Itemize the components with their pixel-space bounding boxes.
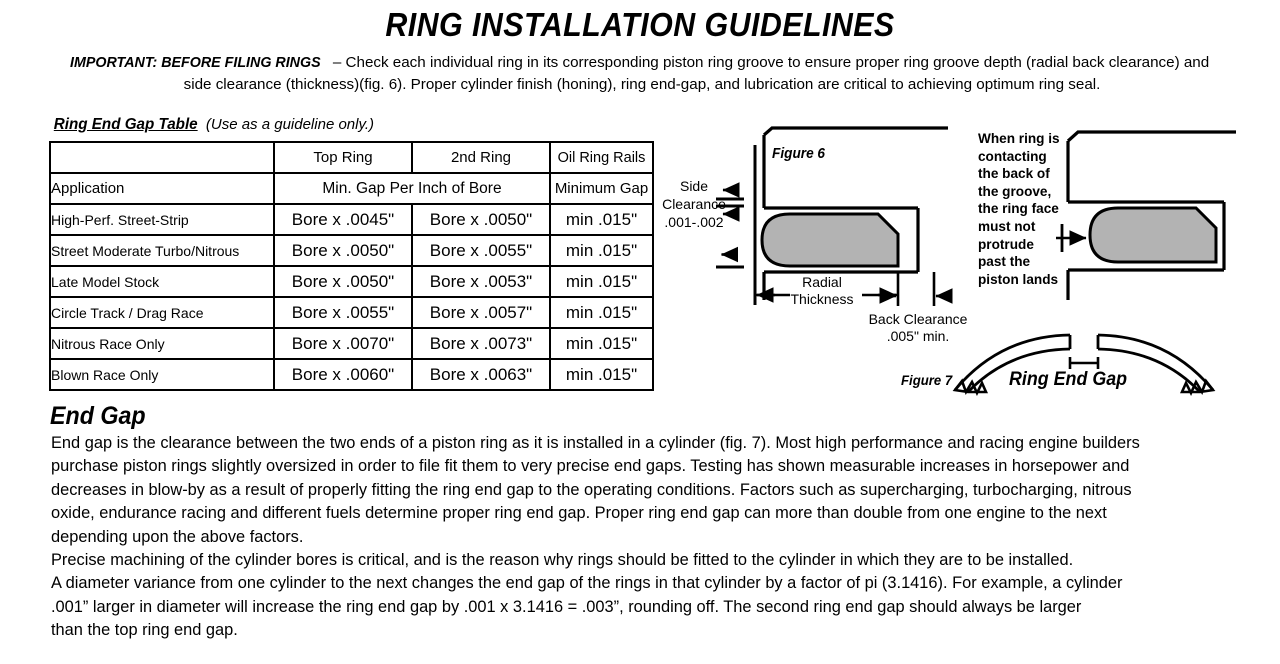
row-top-ring: Bore x .0070": [274, 328, 412, 359]
ring-end-gap-table: [49, 141, 654, 391]
subheader-application: Application: [50, 173, 274, 204]
row-oil-ring-rails: min .015": [550, 235, 653, 266]
row-top-ring: Bore x .0060": [274, 359, 412, 390]
row-top-ring: Bore x .0050": [274, 266, 412, 297]
side-clearance-line-1: Side: [679, 178, 709, 194]
subheader-min-gap-per-inch: Min. Gap Per Inch of Bore: [274, 173, 550, 204]
row-second-ring: Bore x .0073": [412, 328, 550, 359]
header-oil-ring-rails: Oil Ring Rails: [550, 142, 653, 173]
paragraph-3-line-3: than the top ring end gap.: [51, 621, 238, 640]
row-application: Blown Race Only: [50, 359, 274, 390]
row-second-ring: Bore x .0050": [412, 204, 550, 235]
radial-thickness-label: [776, 274, 868, 308]
paragraph-1-line-4: oxide, endurance racing and different fuels determine proper ring end gap. Proper ring end gap can more than double from one engine to the next: [51, 504, 1107, 523]
row-top-ring: Bore x .0050": [274, 235, 412, 266]
row-second-ring: Bore x .0057": [412, 297, 550, 328]
ring-contacting-groove-diagram: [1056, 132, 1236, 300]
row-second-ring: Bore x .0053": [412, 266, 550, 297]
ring-contact-note: [978, 130, 1064, 288]
side-clearance-line-2: Clearance: [662, 196, 726, 212]
figure-7-label: Figure 7: [901, 372, 953, 388]
intro-line-2: side clearance (thickness)(fig. 6). Proper cylinder finish (honing), ring end-gap, and lubrication are critical to achieving optimum ring seal.: [183, 76, 1101, 93]
back-clearance-line-1: Back Clearance: [868, 311, 968, 327]
note-line-1: When ring is: [978, 131, 1060, 146]
table-row: [50, 359, 653, 390]
row-second-ring: Bore x .0055": [412, 235, 550, 266]
ring-end-gap-label: Ring End Gap: [1009, 369, 1128, 390]
row-top-ring: Bore x .0045": [274, 204, 412, 235]
intro-paragraph: [52, 52, 1232, 96]
end-gap-body: [51, 432, 1241, 643]
paragraph-1-line-2: purchase piston rings slightly oversized in order to file fit them to very precise end gaps. Testing has shown measurable increases in horsepower and: [51, 457, 1130, 476]
end-gap-paragraph-3: [51, 572, 1241, 642]
note-line-6: must not: [978, 218, 1036, 234]
header-blank: [50, 142, 274, 173]
intro-line-1: [62, 52, 1232, 74]
table-subheader-row: [50, 173, 653, 204]
paragraph-1-line-3: decreases in blow-by as a result of properly fitting the ring end gap to the operating conditions. Factors such as supercharging, turbocharging, nitrous: [51, 480, 1132, 499]
header-top-ring: Top Ring: [274, 142, 412, 173]
paragraph-3-line-1: A diameter variance from one cylinder to the next changes the end gap of the rings in that cylinder by a factor of pi (3.1416). For example, a cylinder: [51, 574, 1123, 593]
page-title: RING INSTALLATION GUIDELINES: [385, 6, 895, 43]
back-clearance-label: [843, 311, 993, 345]
radial-thickness-line-2: Thickness: [790, 291, 854, 307]
note-line-8: past the: [978, 254, 1031, 270]
header-second-ring: 2nd Ring: [412, 142, 550, 173]
side-clearance-line-3: .001-.002: [664, 214, 724, 230]
note-line-5: the ring face: [978, 201, 1059, 217]
intro-line-1-text: – Check each individual ring in its corresponding piston ring groove to ensure proper ring groove depth (radial back clearance) and: [332, 54, 1210, 71]
note-line-9: piston lands: [978, 271, 1059, 287]
subheader-minimum-gap: Minimum Gap: [550, 173, 653, 204]
end-gap-heading: End Gap: [50, 402, 146, 430]
table-header-row: [50, 142, 653, 173]
table-caption-note: (Use as a guideline only.): [205, 116, 375, 133]
row-oil-ring-rails: min .015": [550, 297, 653, 328]
row-application: Nitrous Race Only: [50, 328, 274, 359]
table-caption: [50, 116, 374, 134]
radial-thickness-line-1: Radial: [802, 274, 842, 290]
row-top-ring: Bore x .0055": [274, 297, 412, 328]
end-gap-paragraph-1: [51, 432, 1241, 549]
note-line-3: the back of: [978, 166, 1050, 182]
paragraph-3-line-2: .001” larger in diameter will increase the ring end gap by .001 x 3.1416 = .003”, rounding off. The second ring end gap should always be larger: [51, 597, 1082, 616]
back-clearance-line-2: .005" min.: [886, 328, 950, 344]
note-line-2: contacting: [978, 148, 1047, 164]
table-row: [50, 297, 653, 328]
row-application: Circle Track / Drag Race: [50, 297, 274, 328]
table-row: [50, 235, 653, 266]
table-row: [50, 266, 653, 297]
intro-lead-label: IMPORTANT: BEFORE FILING RINGS: [69, 54, 321, 71]
figure-6-label: Figure 6: [772, 146, 826, 162]
note-line-7: protrude: [978, 236, 1034, 252]
table-row: [50, 204, 653, 235]
note-line-4: the groove,: [978, 183, 1052, 199]
paragraph-1-line-1: End gap is the clearance between the two ends of a piston ring as it is installed in a cylinder (fig. 7). Most high performance and racing engine builders: [51, 434, 1140, 452]
end-gap-paragraph-2: [51, 549, 1241, 572]
paragraph-2-line-1: Precise machining of the cylinder bores is critical, and is the reason why rings should be fitted to the cylinder in which they are to be installed.: [51, 551, 1074, 570]
row-oil-ring-rails: min .015": [550, 204, 653, 235]
paragraph-1-line-5: depending upon the above factors.: [51, 527, 304, 546]
row-application: Street Moderate Turbo/Nitrous: [50, 235, 274, 266]
row-application: Late Model Stock: [50, 266, 274, 297]
row-oil-ring-rails: min .015": [550, 328, 653, 359]
row-oil-ring-rails: min .015": [550, 266, 653, 297]
table-caption-title: Ring End Gap Table: [53, 116, 198, 133]
row-second-ring: Bore x .0063": [412, 359, 550, 390]
side-clearance-label: [660, 177, 728, 231]
row-application: High-Perf. Street-Strip: [50, 204, 274, 235]
table-row: [50, 328, 653, 359]
row-oil-ring-rails: min .015": [550, 359, 653, 390]
